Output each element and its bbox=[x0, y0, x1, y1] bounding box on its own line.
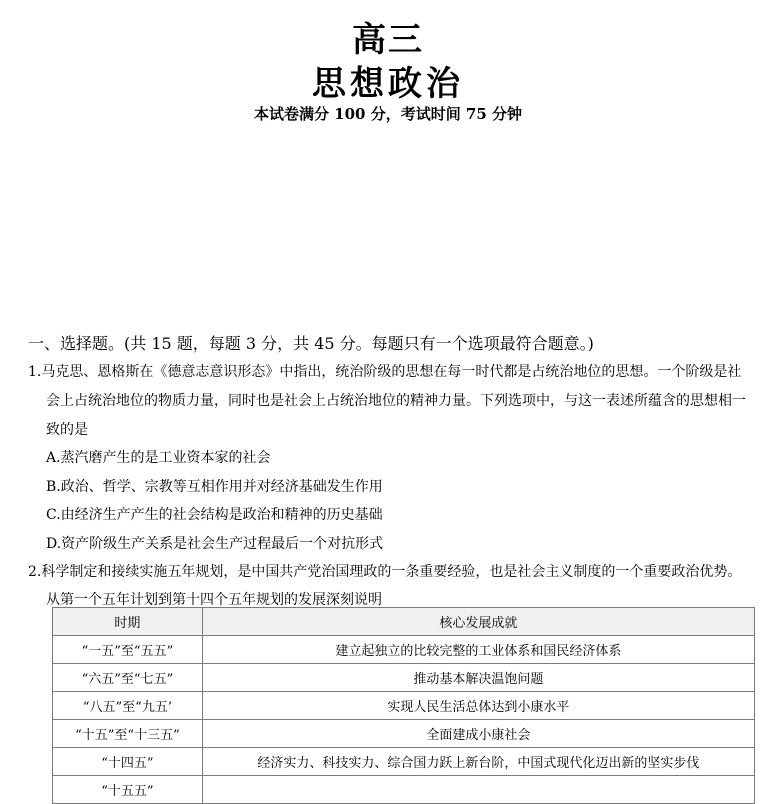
question-1-line-2: 会上占统治地位的物质力量，同时也是社会上占统治地位的精神力量。下列选项中，与这一表述所蕴含的思想相一 bbox=[46, 393, 746, 409]
five-year-plan-table bbox=[52, 607, 755, 804]
period-cell: “一五”至“五五” bbox=[53, 636, 203, 664]
achievement-cell: 全面建成小康社会 bbox=[202, 720, 754, 748]
exam-subject: 思想政治 bbox=[312, 64, 464, 104]
question-1-line-1: 1.马克思、恩格斯在《德意志意识形态》中指出，统治阶级的思想在每一时代都是占统治地位的思想。一个阶级是社 bbox=[28, 364, 742, 380]
period-cell: “十五”至“十三五” bbox=[53, 720, 203, 748]
table-row bbox=[53, 748, 755, 776]
question-2-line-2: 从第一个五年计划到第十四个五年规划的发展深刻说明 bbox=[46, 592, 382, 608]
question-1-option-b: B.政治、哲学、宗教等互相作用并对经济基础发生作用 bbox=[46, 479, 383, 495]
table-row bbox=[53, 636, 755, 664]
table-row bbox=[53, 776, 755, 804]
achievement-cell bbox=[202, 776, 754, 804]
section-title: 一、选择题。(共 15 题，每题 3 分，共 45 分。每题只有一个选项最符合题意。) bbox=[28, 334, 594, 353]
exam-grade: 高三 bbox=[352, 20, 424, 60]
period-cell: “八五”至“九五’ bbox=[53, 692, 203, 720]
exam-info: 本试卷满分 100 分，考试时间 75 分钟 bbox=[253, 105, 523, 123]
table-row bbox=[53, 664, 755, 692]
period-cell: “六五”至“七五” bbox=[53, 664, 203, 692]
achievement-cell: 实现人民生活总体达到小康水平 bbox=[202, 692, 754, 720]
question-1-line-3: 致的是 bbox=[46, 422, 88, 438]
question-1-option-c: C.由经济生产产生的社会结构是政治和精神的历史基础 bbox=[46, 507, 383, 523]
table-row bbox=[53, 692, 755, 720]
header-period: 时期 bbox=[53, 608, 203, 636]
question-1-option-a: A.蒸汽磨产生的是工业资本家的社会 bbox=[46, 450, 271, 466]
question-1-option-d: D.资产阶级生产关系是社会生产过程最后一个对抗形式 bbox=[46, 536, 384, 552]
achievement-cell: 建立起独立的比较完整的工业体系和国民经济体系 bbox=[202, 636, 754, 664]
period-cell: “十五五” bbox=[53, 776, 203, 804]
question-2-line-1: 2.科学制定和接续实施五年规划，是中国共产党治国理政的一条重要经验，也是社会主义制度的一个重要政治优势。 bbox=[28, 564, 742, 580]
period-cell: “十四五” bbox=[53, 748, 203, 776]
table-header-row bbox=[53, 608, 755, 636]
achievement-cell: 推动基本解决温饱问题 bbox=[202, 664, 754, 692]
table-row bbox=[53, 720, 755, 748]
header-achievement: 核心发展成就 bbox=[202, 608, 754, 636]
achievement-cell: 经济实力、科技实力、综合国力跃上新台阶，中国式现代化迈出新的坚实步伐 bbox=[202, 748, 754, 776]
